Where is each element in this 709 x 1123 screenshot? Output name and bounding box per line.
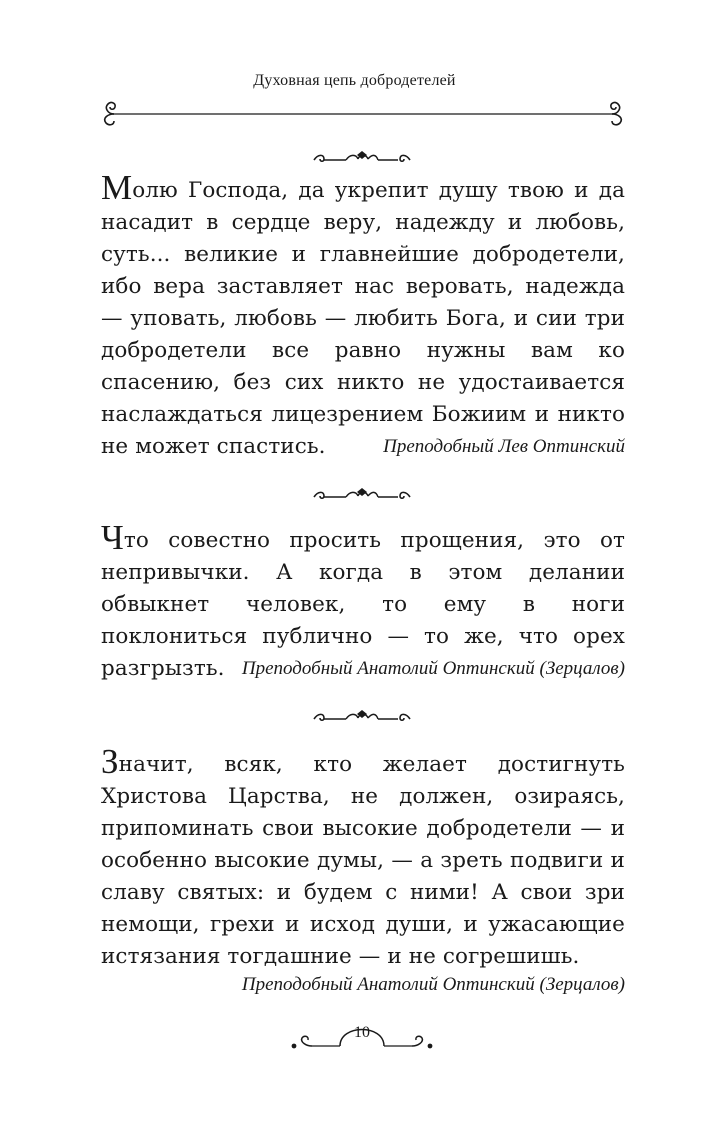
fleuron-divider <box>310 487 414 505</box>
fleuron-divider <box>310 709 414 727</box>
running-title: Духовная цепь добродетелей <box>253 72 456 89</box>
quote-text: олю Господа, да укрепит душу твою и да насадит в сердце веру, надежду и любовь, суть... великие и главнейшие добродетели, ибо вера заставляет нас веровать, надежда — уповать, любовь — любить Бога, и сии три добродетели все равно нужны вам ко спасению, без сих никто не удостаивается наслаждаться лицезрением Божиим и никто не может спастись. <box>101 178 625 459</box>
drop-cap: М <box>101 168 133 207</box>
quote-text: начит, всяк, кто желает достигнуть Христова Царства, не должен, озираясь, припоминать свои высокие добродетели — и особенно высокие думы, — а зреть подвиги и славу святых: и будем с ними! А свои зри немощи, грехи и исход души, и ужасающие истязания тогдашние — и не согрешишь. <box>101 752 625 969</box>
quote-attribution: Преподобный Анатолий Оптинский (Зерцалов) <box>241 658 625 679</box>
quote-text: то совестно просить прощения, это от непривычки. А когда в этом делании обвыкнет человек, то ему в ноги поклониться публично — то же, что орех разгрызть. <box>101 528 625 681</box>
page-number: 10 <box>354 1024 370 1041</box>
quote-paragraph <box>101 168 625 463</box>
drop-cap: Ч <box>101 518 124 557</box>
quote-attribution: Преподобный Анатолий Оптинский (Зерцалов) <box>241 974 625 995</box>
fleuron-divider <box>310 150 414 168</box>
header-ornamental-rule <box>98 98 628 128</box>
quote-paragraph <box>101 742 625 973</box>
quote-attribution: Преподобный Лев Оптинский <box>383 436 625 457</box>
drop-cap: З <box>101 742 119 781</box>
